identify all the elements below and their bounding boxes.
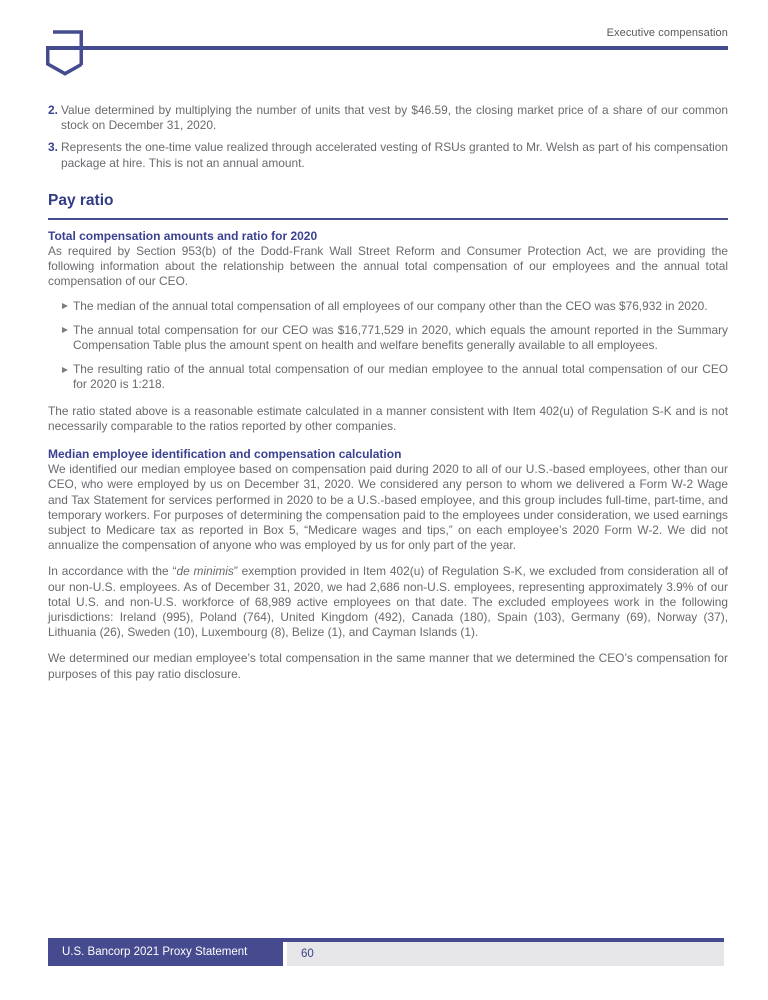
footnote-text: Value determined by multiplying the number of units that vest by $46.59, the closing market price of a share of our common stock on December 31, 2020.	[61, 103, 728, 133]
bullet-text: The resulting ratio of the annual total compensation of our median employee to the annual total compensation of our CEO for 2020 is 1:218.	[73, 362, 728, 392]
running-header: Executive compensation	[606, 27, 728, 39]
page-content	[48, 103, 728, 682]
triangle-bullet-icon	[62, 327, 68, 333]
paragraph-ratio-estimate: The ratio stated above is a reasonable estimate calculated in a manner consistent with Item 402(u) of Regulation S-K and is not necessarily comparable to the ratios reported by other companies.	[48, 403, 728, 433]
bullet-text: The annual total compensation for our CEO was $16,771,529 in 2020, which equals the amount reported in the Summary Compensation Table plus the amount spent on health and welfare benefits generally available to all employees.	[73, 322, 728, 353]
paragraph-de-minimis	[48, 564, 728, 640]
bullet-median-compensation	[48, 299, 728, 314]
footnote-number: 3.	[48, 140, 58, 155]
subheading-total-compensation: Total compensation amounts and ratio for 2020	[48, 228, 318, 243]
footnote-3	[48, 140, 728, 170]
paragraph-median-identification: We identified our median employee based on compensation paid during 2020 to all of our U.S.-based employees, other than our CEO, who were employed by us on December 31, 2020. We considered any person to whom we delivered a Form W-2 Wage and Tax Statement for services performed in 2020 to be a U.S.-based employee, and this group includes full-time, part-time, and temporary workers. For purposes of determining the compensation paid to the employees under consideration, we used earnings subject to Medicare tax as reported in Box 5, “Medicare wages and tips,” on each employee’s 2020 Form W-2. We did not annualize the compensation of anyone who was employed by us for only part of the year.	[48, 462, 728, 553]
footer-brand-box	[48, 938, 283, 966]
de-minimis-italic: de minimis	[176, 564, 234, 579]
footnote-number: 2.	[48, 103, 58, 117]
footer-brand-label: U.S. Bancorp 2021 Proxy Statement	[62, 946, 248, 958]
paragraph-intro: As required by Section 953(b) of the Dodd-Frank Wall Street Reform and Consumer Protection Act, we are providing the following information about the relationship between the annual total compensation of our employees and the annual total compensation of our CEO.	[48, 244, 728, 289]
subheading-median-employee: Median employee identification and compensation calculation	[48, 447, 402, 462]
us-bancorp-shield-logo-icon	[46, 28, 86, 78]
de-minimis-pre: In accordance with the “	[48, 564, 177, 579]
page-number: 60	[301, 947, 314, 960]
page-footer	[48, 938, 724, 966]
bullet-text: The median of the annual total compensation of all employees of our company other than the CEO was $76,932 in 2020.	[73, 298, 708, 313]
paragraph-median-total-compensation: We determined our median employee’s total compensation in the same manner that we determined the CEO’s compensation for purposes of this pay ratio disclosure.	[48, 651, 728, 681]
header-rule	[46, 46, 728, 50]
bullet-ceo-compensation	[48, 323, 728, 353]
bullet-resulting-ratio	[48, 362, 728, 392]
triangle-bullet-icon	[62, 303, 68, 309]
de-minimis-post: ” exemption provided in Item 402(u) of Regulation S-K, we excluded from consideration all of our non-U.S. employees. As of December 31, 2020, we had 2,686 non-U.S. employees, representing approximately 3.9% of our total U.S. and non-U.S. workforce of 68,989 active employees on that date. The excluded employees work in the following jurisdictions: Ireland (995), Poland (764), United Kingdom (492), Canada (180), Spain (103), Germany (69), Norway (37), Lithuania (26), Sweden (10), Luxembourg (8), Belize (1), and Cayman Islands (1).	[48, 564, 728, 640]
triangle-bullet-icon	[62, 367, 68, 373]
footnote-text: Represents the one-time value realized through accelerated vesting of RSUs granted to Mr. Welsh as part of his compensation package at hire. This is not an annual amount.	[61, 140, 728, 170]
footer-page-bar	[287, 942, 724, 967]
footnote-2	[48, 103, 728, 133]
footer-rule	[48, 938, 724, 942]
section-title-pay-ratio: Pay ratio	[48, 192, 728, 220]
